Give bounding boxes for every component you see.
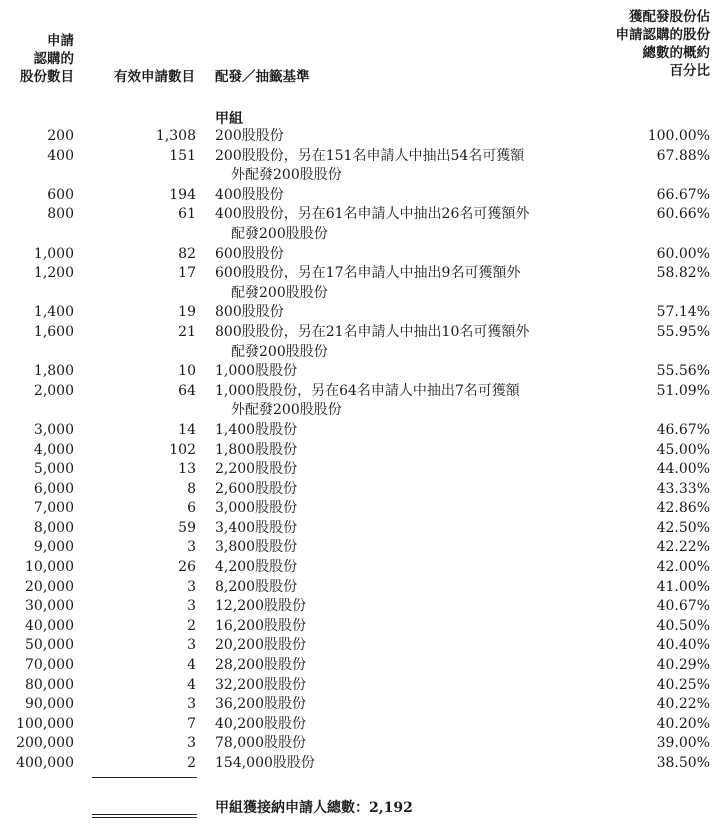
- valid-applications-cell: 6: [187, 500, 196, 517]
- valid-applications-cell: 3: [187, 696, 196, 713]
- shares-applied-cell: 400,000: [16, 755, 74, 771]
- shares-applied-cell: 1,000: [33, 245, 74, 262]
- allotment-basis-line: 12,200股股份: [215, 598, 306, 615]
- allotment-basis-cell: [215, 245, 284, 265]
- allotment-basis-cell: [215, 264, 520, 303]
- allotment-basis-cell: [215, 499, 297, 519]
- valid-applications-cell: 26: [178, 559, 196, 576]
- allotment-basis-cell: [215, 656, 306, 676]
- valid-applications-cell: 64: [178, 382, 196, 399]
- approx-percentage-cell: 66.67%: [656, 186, 710, 203]
- allotment-basis-cell: [215, 186, 284, 206]
- allotment-basis-line: 200股股份，另在151名申請人中抽出54名可獲額: [215, 147, 525, 164]
- allotment-basis-line: 外配發200股股份: [231, 402, 342, 419]
- header-approx-percentage: 獲配發股份佔 申請認購的股份 總數的概約 百分比: [615, 9, 710, 79]
- table-row: [0, 676, 718, 696]
- table-row: [0, 734, 718, 754]
- header-allotment-basis: 配發／抽籤基準: [215, 69, 310, 85]
- shares-applied-cell: 100,000: [16, 715, 74, 732]
- allotment-basis-cell: [215, 558, 297, 578]
- total-description: 甲組獲接納申請人總數：2,192: [215, 800, 413, 816]
- table-row: [0, 558, 718, 578]
- valid-applications-cell: 14: [178, 421, 196, 438]
- valid-applications-cell: 1,308: [155, 128, 196, 144]
- header-valid-applications: 有效申請數目: [114, 69, 195, 85]
- table-row: [0, 127, 718, 147]
- shares-applied-cell: 800: [47, 206, 74, 223]
- valid-applications-cell: 10: [178, 363, 196, 380]
- table-row: [0, 323, 718, 362]
- shares-applied-cell: 1,400: [33, 304, 74, 321]
- shares-applied-cell: 1,800: [33, 363, 74, 380]
- shares-applied-cell: 1,600: [33, 323, 74, 340]
- allotment-basis-line: 3,400股股份: [215, 519, 298, 536]
- allotment-basis-line: 4,200股股份: [215, 559, 298, 576]
- approx-percentage-cell: 41.00%: [656, 578, 710, 595]
- approx-percentage-cell: 57.14%: [656, 304, 710, 321]
- table-row: [0, 362, 718, 382]
- allotment-basis-line: 32,200股股份: [215, 676, 306, 693]
- allotment-basis-line: 154,000股股份: [215, 755, 315, 771]
- approx-percentage-cell: 58.82%: [656, 265, 710, 282]
- approx-percentage-cell: 38.50%: [656, 755, 710, 771]
- allotment-basis-cell: [215, 538, 297, 558]
- table-row: [0, 205, 718, 244]
- allotment-basis-line: 配發200股股份: [231, 225, 328, 242]
- allotment-basis-cell: [215, 597, 306, 617]
- allotment-basis-cell: [215, 754, 315, 774]
- approx-percentage-cell: 42.50%: [656, 519, 710, 536]
- approx-percentage-cell: 44.00%: [656, 461, 710, 478]
- allotment-basis-cell: [215, 303, 284, 323]
- table-row: [0, 264, 718, 303]
- table-row: [0, 617, 718, 637]
- shares-applied-cell: 1,200: [33, 265, 74, 282]
- allotment-basis-cell: [215, 715, 306, 735]
- table-row: [0, 519, 718, 539]
- allotment-basis-line: 外配發200股股份: [231, 167, 342, 184]
- shares-applied-cell: 8,000: [33, 519, 74, 536]
- approx-percentage-cell: 40.29%: [656, 657, 710, 674]
- shares-applied-cell: 600: [47, 186, 74, 203]
- valid-applications-cell: 3: [187, 578, 196, 595]
- table-row: [0, 460, 718, 480]
- shares-applied-cell: 50,000: [25, 637, 74, 654]
- allotment-basis-line: 3,800股股份: [215, 539, 298, 556]
- shares-applied-cell: 200,000: [16, 735, 74, 752]
- approx-percentage-cell: 55.56%: [656, 363, 710, 380]
- allotment-basis-cell: [215, 578, 297, 598]
- valid-applications-cell: 13: [178, 461, 196, 478]
- table-row: [0, 656, 718, 676]
- allotment-basis-cell: [215, 382, 520, 421]
- valid-applications-cell: 3: [187, 637, 196, 654]
- table-row: [0, 538, 718, 558]
- allotment-basis-line: 2,600股股份: [215, 480, 298, 497]
- shares-applied-cell: 5,000: [33, 461, 74, 478]
- approx-percentage-cell: 42.22%: [656, 539, 710, 556]
- approx-percentage-cell: 42.00%: [656, 559, 710, 576]
- allotment-table: [0, 127, 718, 774]
- table-row: [0, 441, 718, 461]
- shares-applied-cell: 3,000: [33, 421, 74, 438]
- valid-applications-cell: 17: [178, 265, 196, 282]
- valid-applications-cell: 3: [187, 539, 196, 556]
- allotment-basis-cell: [215, 147, 524, 186]
- allotment-basis-cell: [215, 519, 297, 539]
- approx-percentage-cell: 43.33%: [656, 480, 710, 497]
- approx-percentage-cell: 51.09%: [656, 382, 710, 399]
- valid-applications-cell: 2: [187, 755, 196, 771]
- allotment-basis-line: 800股股份，另在21名申請人中抽出10名可獲額外: [215, 323, 530, 340]
- allotment-basis-cell: [215, 127, 284, 147]
- approx-percentage-cell: 46.67%: [656, 421, 710, 438]
- approx-percentage-cell: 60.66%: [656, 206, 710, 223]
- approx-percentage-cell: 39.00%: [656, 735, 710, 752]
- allotment-basis-cell: [215, 460, 297, 480]
- allotment-basis-line: 78,000股股份: [215, 735, 306, 752]
- shares-applied-cell: 6,000: [33, 480, 74, 497]
- allotment-basis-cell: [215, 636, 306, 656]
- valid-applications-cell: 61: [178, 206, 196, 223]
- allotment-basis-line: 16,200股股份: [215, 617, 306, 634]
- shares-applied-cell: 30,000: [25, 598, 74, 615]
- table-row: [0, 245, 718, 265]
- shares-applied-cell: 4,000: [33, 441, 74, 458]
- shares-applied-cell: 80,000: [25, 676, 74, 693]
- shares-applied-cell: 7,000: [33, 500, 74, 517]
- table-row: [0, 499, 718, 519]
- allotment-basis-line: 40,200股股份: [215, 715, 306, 732]
- allotment-basis-line: 8,200股股份: [215, 578, 298, 595]
- approx-percentage-cell: 40.25%: [656, 676, 710, 693]
- valid-applications-cell: 19: [178, 304, 196, 321]
- allotment-basis-line: 800股股份: [215, 304, 284, 321]
- shares-applied-cell: 2,000: [33, 382, 74, 399]
- approx-percentage-cell: 40.50%: [656, 617, 710, 634]
- allotment-basis-line: 20,200股股份: [215, 637, 306, 654]
- valid-applications-cell: 8: [187, 480, 196, 497]
- allotment-basis-line: 36,200股股份: [215, 696, 306, 713]
- valid-applications-cell: 194: [169, 186, 196, 203]
- valid-applications-cell: 102: [169, 441, 196, 458]
- table-row: [0, 578, 718, 598]
- valid-applications-cell: 59: [178, 519, 196, 536]
- allotment-basis-cell: [215, 362, 297, 382]
- approx-percentage-cell: 60.00%: [656, 245, 710, 262]
- valid-applications-cell: 21: [178, 323, 196, 340]
- shares-applied-cell: 90,000: [25, 696, 74, 713]
- table-row: [0, 715, 718, 735]
- pool-label: 甲組: [215, 111, 243, 127]
- total-rule-double-2: [92, 817, 197, 818]
- table-row: [0, 147, 718, 186]
- allotment-basis-line: 400股股份: [215, 186, 284, 203]
- shares-applied-cell: 10,000: [25, 559, 74, 576]
- allotment-basis-cell: [215, 617, 306, 637]
- table-row: [0, 754, 718, 774]
- allotment-basis-line: 配發200股股份: [231, 343, 328, 360]
- allotment-basis-line: 1,000股股份，另在64名申請人中抽出7名可獲額: [215, 382, 520, 399]
- table-row: [0, 421, 718, 441]
- header-shares-applied: 申請 認購的 股份數目: [20, 33, 74, 85]
- shares-applied-cell: 9,000: [33, 539, 74, 556]
- valid-applications-cell: 4: [187, 657, 196, 674]
- approx-percentage-cell: 40.67%: [656, 598, 710, 615]
- table-row: [0, 186, 718, 206]
- shares-applied-cell: 70,000: [25, 657, 74, 674]
- allotment-basis-line: 1,400股股份: [215, 421, 298, 438]
- allotment-basis-cell: [215, 441, 297, 461]
- allotment-basis-line: 600股股份，另在17名申請人中抽出9名可獲額外: [215, 265, 521, 282]
- shares-applied-cell: 400: [47, 147, 74, 164]
- valid-applications-cell: 4: [187, 676, 196, 693]
- approx-percentage-cell: 100.00%: [647, 128, 710, 144]
- allotment-basis-line: 200股股份: [215, 128, 284, 144]
- valid-applications-cell: 3: [187, 598, 196, 615]
- allotment-basis-line: 400股股份，另在61名申請人中抽出26名可獲額外: [215, 206, 530, 223]
- table-row: [0, 480, 718, 500]
- allotment-basis-line: 1,000股股份: [215, 363, 298, 380]
- shares-applied-cell: 200: [47, 128, 74, 144]
- allotment-basis-line: 28,200股股份: [215, 657, 306, 674]
- shares-applied-cell: 40,000: [25, 617, 74, 634]
- shares-applied-cell: 20,000: [25, 578, 74, 595]
- allotment-basis-cell: [215, 323, 529, 362]
- allotment-basis-line: 2,200股股份: [215, 461, 298, 478]
- table-row: [0, 382, 718, 421]
- allotment-basis-line: 3,000股股份: [215, 500, 298, 517]
- valid-applications-cell: 82: [178, 245, 196, 262]
- valid-applications-cell: 3: [187, 735, 196, 752]
- allotment-basis-cell: [215, 695, 306, 715]
- approx-percentage-cell: 42.86%: [656, 500, 710, 517]
- table-row: [0, 636, 718, 656]
- table-row: [0, 303, 718, 323]
- valid-applications-cell: 151: [169, 147, 196, 164]
- valid-applications-cell: 2: [187, 617, 196, 634]
- total-rule-top: [92, 777, 197, 778]
- table-row: [0, 597, 718, 617]
- approx-percentage-cell: 55.95%: [656, 323, 710, 340]
- valid-applications-cell: 7: [187, 715, 196, 732]
- allotment-basis-cell: [215, 480, 297, 500]
- allotment-basis-line: 600股股份: [215, 245, 284, 262]
- approx-percentage-cell: 45.00%: [656, 441, 710, 458]
- allotment-basis-cell: [215, 421, 297, 441]
- allotment-basis-cell: [215, 676, 306, 696]
- table-row: [0, 695, 718, 715]
- allotment-basis-line: 配發200股股份: [231, 284, 328, 301]
- approx-percentage-cell: 40.20%: [656, 715, 710, 732]
- allotment-basis-cell: [215, 734, 306, 754]
- approx-percentage-cell: 40.22%: [656, 696, 710, 713]
- total-rule-double-1: [92, 814, 197, 815]
- approx-percentage-cell: 40.40%: [656, 637, 710, 654]
- approx-percentage-cell: 67.88%: [656, 147, 710, 164]
- allotment-basis-line: 1,800股股份: [215, 441, 298, 458]
- allotment-basis-cell: [215, 205, 529, 244]
